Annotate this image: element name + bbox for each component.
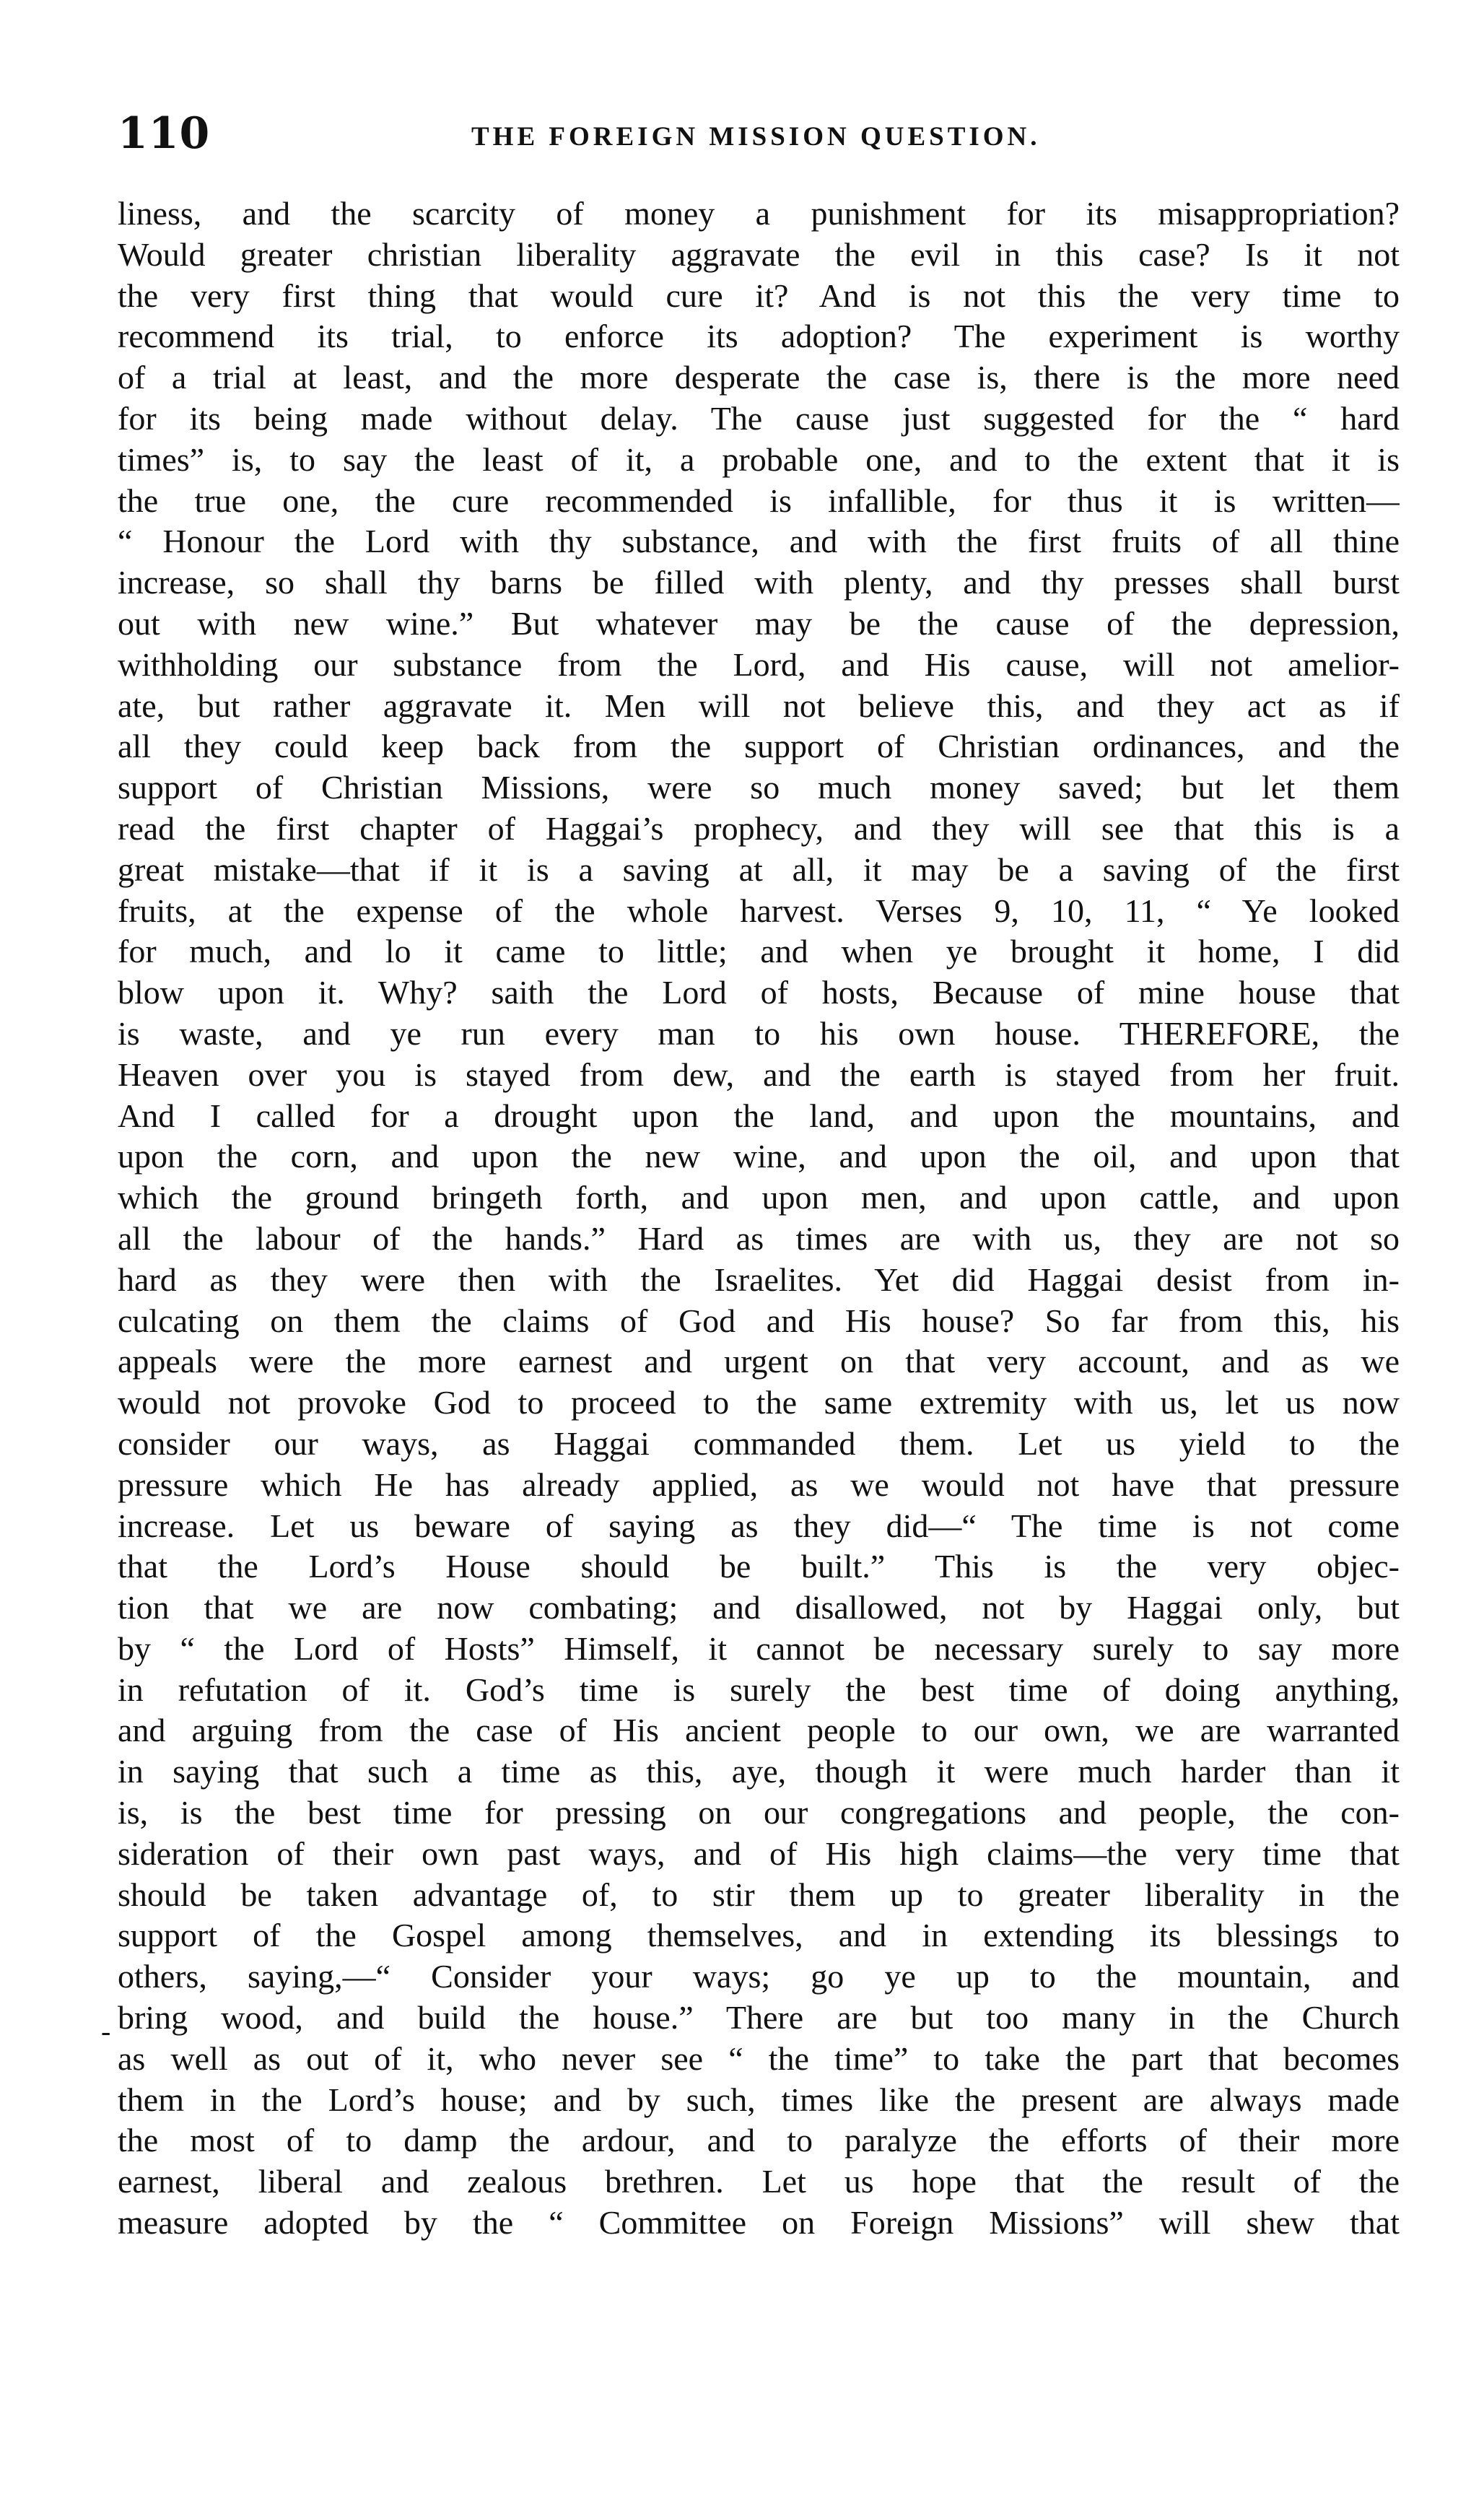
page-header xyxy=(118,108,1400,166)
text-line: of a trial at least, and the more desperate the case is, there is the more need xyxy=(118,359,1400,396)
text-line: consider our ways, as Haggai commanded them. Let us yield to the xyxy=(118,1424,1400,1462)
text-line: in refutation of it. God’s time is surely the best time of doing anything, xyxy=(118,1671,1400,1708)
text-line: tion that we are now combating; and disallowed, not by Haggai only, but xyxy=(118,1589,1400,1626)
text-line: sideration of their own past ways, and of His high claims—the very time that xyxy=(118,1834,1400,1872)
text-line: increase. Let us beware of saying as they did—“ The time is not come xyxy=(118,1507,1400,1544)
text-line: is waste, and ye run every man to his own house. THEREFORE, the xyxy=(118,1014,1400,1052)
text-line: all they could keep back from the support of Christian ordinances, and the xyxy=(118,728,1400,765)
text-line: as well as out of it, who never see “ the time” to take the part that becomes xyxy=(118,2039,1400,2077)
text-line: blow upon it. Why? saith the Lord of hosts, Because of mine house that xyxy=(118,974,1400,1011)
text-line: that the Lord’s House should be built.” This is the very objec- xyxy=(118,1548,1400,1585)
text-line: should be taken advantage of, to stir them up to greater liberality in the xyxy=(118,1876,1400,1913)
text-line: And I called for a drought upon the land, and upon the mountains, and xyxy=(118,1097,1400,1134)
text-line: others, saying,—“ Consider your ways; go ye up to the mountain, and xyxy=(118,1958,1400,1995)
text-line: out with new wine.” But whatever may be the cause of the depression, xyxy=(118,604,1400,642)
text-line: times” is, to say the least of it, a probable one, and to the extent that it is xyxy=(118,440,1400,478)
text-line: for much, and lo it came to little; and when ye brought it home, I did xyxy=(118,933,1400,970)
text-line: support of Christian Missions, were so much money saved; but let them xyxy=(118,769,1400,806)
text-line: which the ground bringeth forth, and upon men, and upon cattle, and upon xyxy=(118,1179,1400,1216)
text-line: hard as they were then with the Israelites. Yet did Haggai desist from in- xyxy=(118,1260,1400,1298)
text-line: the very first thing that would cure it? And is not this the very time to xyxy=(118,276,1400,314)
text-line: appeals were the more earnest and urgent on that very account, and as we xyxy=(118,1343,1400,1380)
text-line: would not provoke God to proceed to the same extremity with us, let us now xyxy=(118,1384,1400,1421)
text-line: for its being made without delay. The cause just suggested for the “ hard xyxy=(118,399,1400,437)
text-line: support of the Gospel among themselves, and in extending its blessings to xyxy=(118,1917,1400,1954)
text-line: “ Honour the Lord with thy substance, and with the first fruits of all thine xyxy=(118,523,1400,560)
margin-mark: - xyxy=(101,2015,111,2047)
text-line: by “ the Lord of Hosts” Himself, it cannot be necessary surely to say more xyxy=(118,1629,1400,1667)
text-line: culcating on them the claims of God and His house? So far from this, his xyxy=(118,1302,1400,1339)
text-line: fruits, at the expense of the whole harvest. Verses 9, 10, 11, “ Ye looked xyxy=(118,892,1400,929)
text-line: and arguing from the case of His ancient people to our own, we are warranted xyxy=(118,1712,1400,1749)
body-text xyxy=(118,193,1400,2244)
text-line: the most of to damp the ardour, and to paralyze the efforts of their more xyxy=(118,2122,1400,2159)
text-line: earnest, liberal and zealous brethren. Let us hope that the result of the xyxy=(118,2163,1400,2200)
text-line: is, is the best time for pressing on our congregations and people, the con- xyxy=(118,1794,1400,1832)
text-line: Heaven over you is stayed from dew, and the earth is stayed from her fruit. xyxy=(118,1055,1400,1093)
text-line: read the first chapter of Haggai’s prophecy, and they will see that this is a xyxy=(118,809,1400,847)
text-line: bring wood, and build the house.” There are but too many in the Church xyxy=(118,1999,1400,2037)
page-number: 110 xyxy=(118,108,211,159)
text-line: all the labour of the hands.” Hard as times are with us, they are not so xyxy=(118,1219,1400,1257)
text-line: Would greater christian liberality aggravate the evil in this case? Is it not xyxy=(118,235,1400,273)
text-line: them in the Lord’s house; and by such, times like the present are always made xyxy=(118,2081,1400,2118)
text-line: withholding our substance from the Lord, and His cause, will not amelior- xyxy=(118,645,1400,683)
text-line: increase, so shall thy barns be filled with plenty, and thy presses shall burst xyxy=(118,564,1400,601)
text-line: pressure which He has already applied, as we would not have that pressure xyxy=(118,1465,1400,1503)
text-line: ate, but rather aggravate it. Men will not believe this, and they act as if xyxy=(118,687,1400,724)
text-line: recommend its trial, to enforce its adoption? The experiment is worthy xyxy=(118,318,1400,355)
text-line: the true one, the cure recommended is infallible, for thus it is written— xyxy=(118,482,1400,519)
running-title: THE FOREIGN MISSION QUESTION. xyxy=(471,122,1041,152)
text-line: great mistake—that if it is a saving at all, it may be a saving of the first xyxy=(118,850,1400,888)
text-line: upon the corn, and upon the new wine, and upon the oil, and upon that xyxy=(118,1138,1400,1175)
text-line: liness, and the scarcity of money a punishment for its misappropriation? xyxy=(118,195,1400,232)
text-line: measure adopted by the “ Committee on Foreign Missions” will shew that xyxy=(118,2204,1400,2242)
text-line: in saying that such a time as this, aye, though it were much harder than it xyxy=(118,1753,1400,1790)
